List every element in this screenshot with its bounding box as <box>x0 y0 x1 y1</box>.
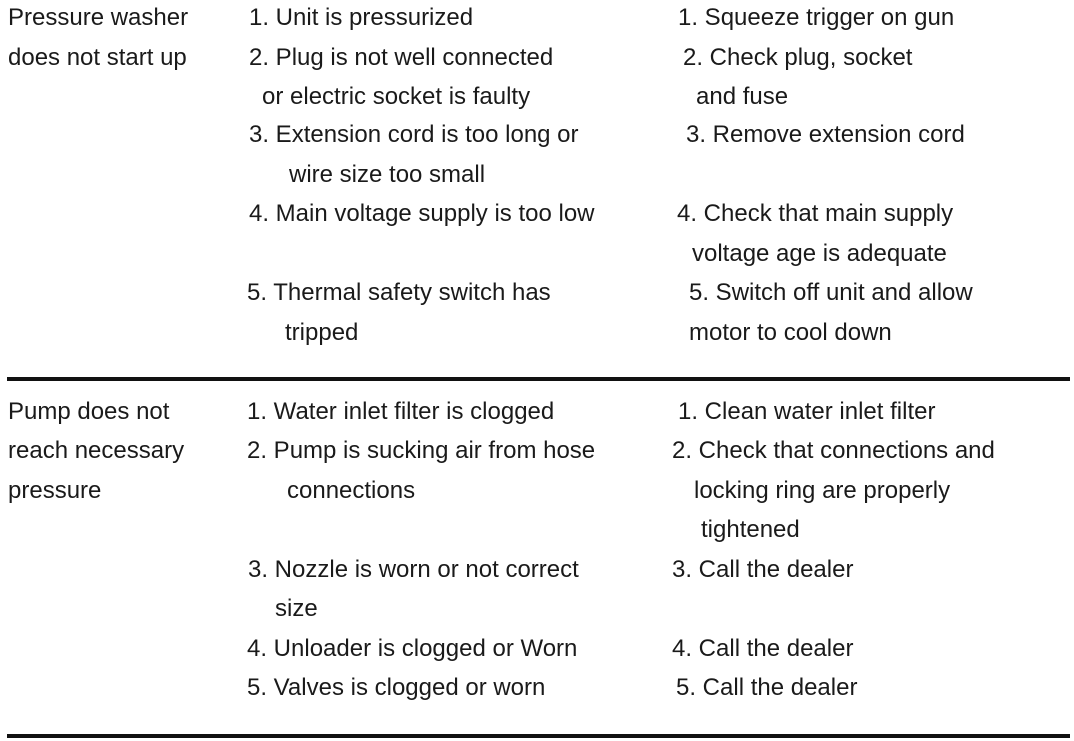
cause-text: tripped <box>285 319 359 346</box>
solution-text: locking ring are properly <box>694 477 951 504</box>
solution-text: voltage age is adequate <box>692 240 947 267</box>
cause-text: 1. Unit is pressurized <box>249 4 474 31</box>
cause-text: connections <box>287 477 416 504</box>
cause-text: size <box>275 595 318 622</box>
solution-text: tightened <box>701 516 800 543</box>
solution-text: 5. Call the dealer <box>676 674 858 701</box>
solution-text: 4. Check that main supply <box>677 200 954 227</box>
cause-text: 2. Pump is sucking air from hose <box>247 437 596 464</box>
section-divider <box>7 734 1070 738</box>
cause-text: 4. Unloader is clogged or Worn <box>247 635 578 662</box>
solution-text: and fuse <box>696 83 789 110</box>
solution-text: 5. Switch off unit and allow <box>689 279 973 306</box>
solution-text: 2. Check that connections and <box>672 437 995 464</box>
solution-text: 3. Remove extension cord <box>686 121 965 148</box>
cause-text: 5. Valves is clogged or worn <box>247 674 546 701</box>
problem-text: Pump does not <box>8 398 170 425</box>
cause-text: 5. Thermal safety switch has <box>247 279 551 306</box>
cause-text: 1. Water inlet filter is clogged <box>247 398 555 425</box>
solution-text: 1. Clean water inlet filter <box>678 398 936 425</box>
problem-text: Pressure washer <box>8 4 189 31</box>
problem-text: pressure <box>8 477 102 504</box>
cause-text: 2. Plug is not well connected <box>249 44 554 71</box>
problem-text: reach necessary <box>8 437 185 464</box>
solution-text: 2. Check plug, socket <box>683 44 913 71</box>
solution-text: 1. Squeeze trigger on gun <box>678 4 955 31</box>
cause-text: wire size too small <box>289 161 486 188</box>
solution-text: 4. Call the dealer <box>672 635 854 662</box>
cause-text: 3. Nozzle is worn or not correct <box>248 556 579 583</box>
cause-text: 3. Extension cord is too long or <box>249 121 579 148</box>
cause-text: 4. Main voltage supply is too low <box>249 200 595 227</box>
solution-text: motor to cool down <box>689 319 892 346</box>
problem-text: does not start up <box>8 44 187 71</box>
section-divider <box>7 377 1070 381</box>
cause-text: or electric socket is faulty <box>262 83 531 110</box>
solution-text: 3. Call the dealer <box>672 556 854 583</box>
